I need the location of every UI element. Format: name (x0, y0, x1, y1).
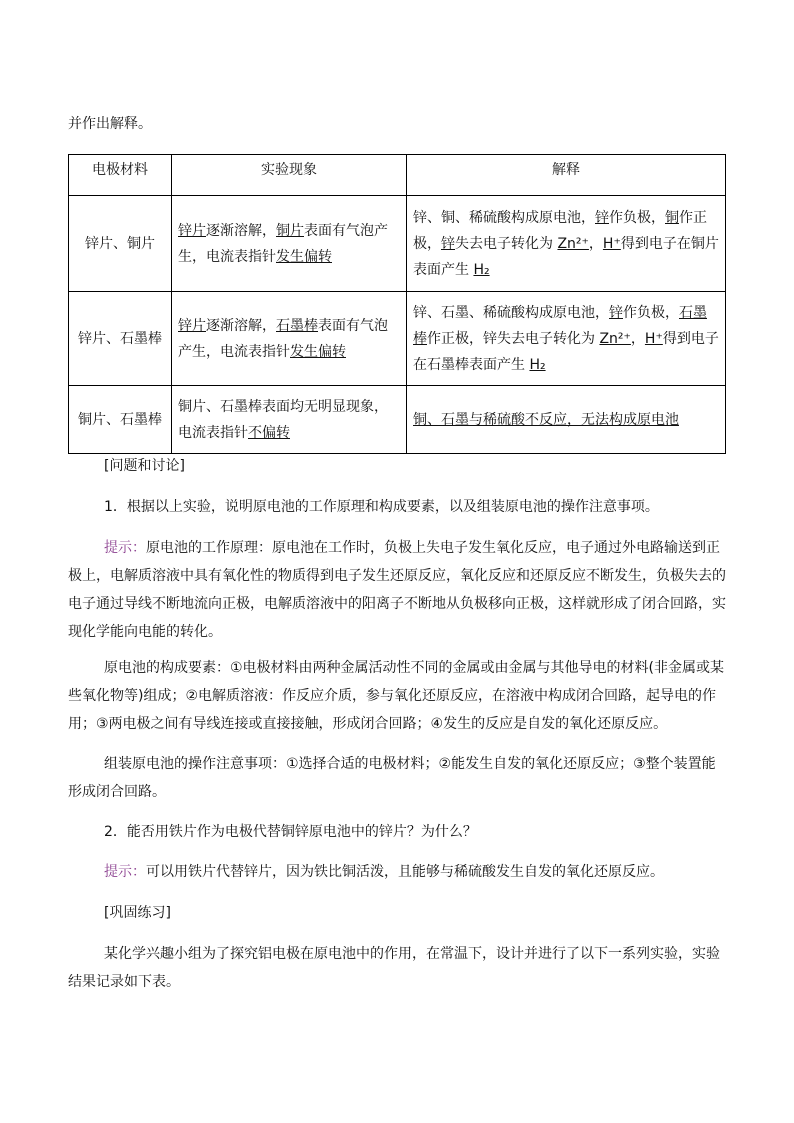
text-segment: 作正极，锌失去电子转化为 (427, 330, 600, 347)
intro-text: 并作出解释。 (68, 116, 152, 132)
answer-2 (104, 858, 764, 886)
answer-2-text: 可以用铁片代替锌片，因为铁比铜活泼，且能够与稀硫酸发生自发的氧化还原反应。 (146, 864, 664, 880)
underlined-text: 锌 (609, 304, 623, 321)
text-segment: 逐渐溶解， (206, 222, 276, 239)
underlined-text: H₂ (473, 261, 490, 278)
answer-1-elements: 原电池的构成要素：①电极材料由两种金属活动性不同的金属或由金属与其他导电的材料(非金属或某些氧化物等)组成；②电解质溶液：作反应介质，参与氧化还原反应，在溶液中构成闭合回路，起导电的作用；③两电极之间有导线连接或直接接触，形成闭合回路；④发生的反应是自发的氧化还原反应。 (68, 660, 725, 732)
answer-1-principle (68, 534, 728, 646)
question-1: 1．根据以上实验，说明原电池的工作原理和构成要素，以及组装原电池的操作注意事项。 (104, 499, 659, 515)
underlined-text: Zn²⁺ (557, 235, 589, 252)
underlined-text: Zn²⁺ (599, 330, 631, 347)
answer-1-principle-text: 原电池的工作原理：原电池在工作时，负极上失电子发生氧化反应，电子通过外电路输送到正极上，电解质溶液中具有氧化性的物质得到电子发生还原反应，氧化反应和还原反应不断发生，负极失去的电子通过导线不断地流向正极，电解质溶液中的阳离子不断地从负极移向正极，这样就形成了闭合回路，实现化学能向电能的转化。 (68, 540, 726, 640)
cell-material: 锌片、铜片 (69, 196, 172, 292)
underlined-text: 锌片 (178, 317, 206, 334)
text-segment: 作负极， (609, 209, 665, 226)
text-segment: 得到电子在铜片表面产生 (413, 235, 719, 278)
text-segment: 逐渐溶解， (206, 317, 276, 334)
question-2: 2．能否用铁片作为电极代替铜锌原电池中的锌片？为什么？ (104, 824, 477, 840)
underlined-text: 铜、石墨与稀硫酸不反应，无法构成原电池 (413, 411, 679, 428)
section-discussion-heading: [问题和讨论] (104, 458, 185, 474)
underlined-text: 发生偏转 (276, 248, 332, 265)
cell-phenomenon (172, 196, 407, 292)
cell-phenomenon (172, 386, 407, 454)
underlined-text: H⁺ (644, 330, 663, 347)
underlined-text: 不偏转 (248, 424, 290, 441)
header-explanation: 解释 (407, 155, 726, 196)
practice-intro: 某化学兴趣小组为了探究铝电极在原电池中的作用，在常温下，设计并进行了以下一系列实验，实验结果记录如下表。 (68, 946, 720, 990)
underlined-text: 锌片 (178, 222, 206, 239)
text-segment: 锌、铜、稀硫酸构成原电池， (413, 209, 595, 226)
cell-material: 铜片、石墨棒 (69, 386, 172, 454)
underlined-text: H₂ (529, 356, 546, 373)
underlined-text: 铜 (665, 209, 679, 226)
table-header-row (69, 155, 726, 196)
hint-label: 提示： (104, 864, 146, 880)
text-segment: 表面有气泡产生，电流表指针 (178, 222, 388, 265)
underlined-text: H⁺ (602, 235, 621, 252)
header-material: 电极材料 (69, 155, 172, 196)
text-segment: 表面有气泡产生，电流表指针 (178, 317, 388, 360)
header-phenomenon: 实验现象 (172, 155, 407, 196)
underlined-text: 石墨棒 (413, 304, 707, 347)
cell-explanation (407, 292, 726, 386)
cell-explanation (407, 386, 726, 454)
cell-material: 锌片、石墨棒 (69, 292, 172, 386)
experiment-table (68, 154, 726, 454)
underlined-text: 发生偏转 (290, 343, 346, 360)
text-segment: 锌、石墨、稀硫酸构成原电池， (413, 304, 609, 321)
table-row (69, 386, 726, 454)
section-practice-heading: [巩固练习] (104, 905, 171, 921)
text-segment: ， (588, 235, 603, 252)
text-segment: 作负极， (623, 304, 679, 321)
underlined-text: 锌 (441, 235, 455, 252)
cell-phenomenon (172, 292, 407, 386)
underlined-text: 石墨棒 (276, 317, 318, 334)
text-segment: 铜片、石墨棒表面均无明显现象，电流表指针 (178, 398, 388, 441)
answer-1-notes: 组装原电池的操作注意事项：①选择合适的电极材料；②能发生自发的氧化还原反应；③整个装置能形成闭合回路。 (68, 756, 716, 800)
text-segment: 得到电子在石墨棒表面产生 (413, 330, 719, 373)
text-segment: 作正极， (413, 209, 707, 252)
text-segment: ， (630, 330, 645, 347)
table-row (69, 196, 726, 292)
underlined-text: 铜片 (276, 222, 304, 239)
underlined-text: 锌 (595, 209, 609, 226)
text-segment: 失去电子转化为 (455, 235, 558, 252)
hint-label: 提示： (104, 540, 146, 556)
table-row (69, 292, 726, 386)
cell-explanation (407, 196, 726, 292)
